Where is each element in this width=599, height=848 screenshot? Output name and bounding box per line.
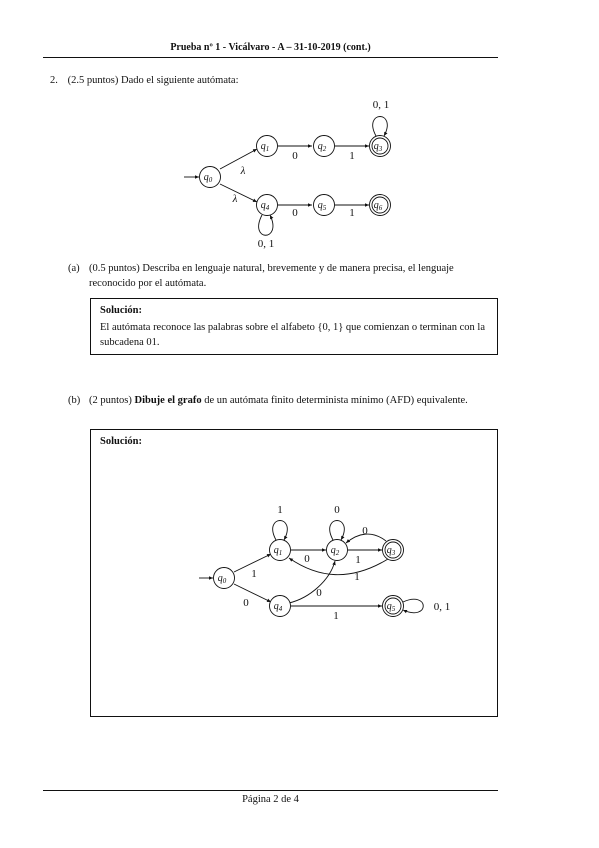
a2-edge-label-q4-q5: 1	[333, 610, 339, 622]
question-number: 2.	[50, 75, 58, 86]
part-a-text: (0.5 puntos) Describa en lenguaje natural, brevemente y de manera precisa, el lenguaje reconocido por el autómata.	[89, 263, 454, 289]
solution-b-title: Solución:	[100, 436, 143, 447]
page-footer: Página 2 de 4	[242, 794, 299, 805]
a2-edge-label-q1-q2: 0	[304, 553, 310, 565]
part-b-points: (2 puntos)	[89, 395, 132, 406]
solution-a-title: Solución:	[100, 305, 143, 316]
a2-edge-label-q2-loop: 0	[334, 504, 340, 516]
a1-label-q3: $q_3$	[373, 141, 383, 153]
a1-edge-label-q4-loop: 0, 1	[257, 238, 275, 250]
a2-edge-label-q1-loop: 1	[277, 504, 283, 516]
a2-edge-label-q2-q3: 1	[355, 554, 361, 566]
a1-label-q2: $q_2$	[317, 141, 327, 153]
a1-edge-label-q0-q4: λ	[232, 193, 238, 205]
a2-edge-label-q5-loop: 0, 1	[433, 601, 451, 613]
a2-edge-label-q3-q1: 1	[354, 571, 360, 583]
a2-edge-label-q3-q2: 0	[362, 525, 368, 537]
a2-edge-q0-q4	[234, 584, 271, 602]
solution-a-text: El autómata reconoce las palabras sobre el alfabeto {0, 1} que comienzan o terminan con la subcadena 01.	[100, 322, 486, 348]
a2-loop-q5	[403, 599, 423, 612]
part-b-rest: de un autómata finito determinista mínimo (AFD) equivalente.	[204, 395, 468, 406]
footer-rule	[43, 790, 498, 791]
a1-edge-label-q3-loop: 0, 1	[372, 99, 390, 111]
a1-label-q1: $q_1$	[260, 141, 270, 153]
a2-loop-q1	[273, 521, 288, 541]
a2-edge-label-q4-q2: 0	[316, 587, 322, 599]
part-b-label: (b)	[68, 395, 81, 406]
a1-edge-label-q0-q1: λ	[240, 165, 246, 177]
a2-label-q4: $q_4$	[273, 601, 283, 613]
a2-label-q1: $q_1$	[273, 545, 283, 557]
question-text: (2.5 puntos) Dado el siguiente autómata:	[67, 75, 239, 86]
a1-label-q0: $q_0$	[203, 172, 213, 184]
a1-edge-label-q2-q3: 1	[349, 150, 355, 162]
a1-label-q6: $q_6$	[373, 200, 383, 212]
a1-edge-label-q1-q2: 0	[292, 150, 298, 162]
a2-label-q5: $q_5$	[386, 601, 396, 613]
page-header: Prueba nº 1 - Vicálvaro - A – 31-10-2019 (cont.)	[170, 42, 371, 53]
a1-label-q5: $q_5$	[317, 200, 327, 212]
a1-edge-label-q5-q6: 1	[349, 207, 355, 219]
a1-label-q4: $q_4$	[260, 200, 270, 212]
a2-edge-label-q0-q4: 0	[243, 597, 249, 609]
a2-label-q0: $q_0$	[217, 573, 227, 585]
a2-edge-q4-q2	[289, 561, 335, 603]
a2-edge-label-q0-q1: 1	[251, 568, 257, 580]
a2-label-q2: $q_2$	[330, 545, 340, 557]
a2-label-q3: $q_3$	[386, 545, 396, 557]
part-b-bold: Dibuje el grafo	[134, 395, 202, 406]
a1-edge-label-q4-q5: 0	[292, 207, 298, 219]
a2-loop-q2	[330, 521, 345, 541]
part-a-label: (a)	[68, 263, 80, 274]
